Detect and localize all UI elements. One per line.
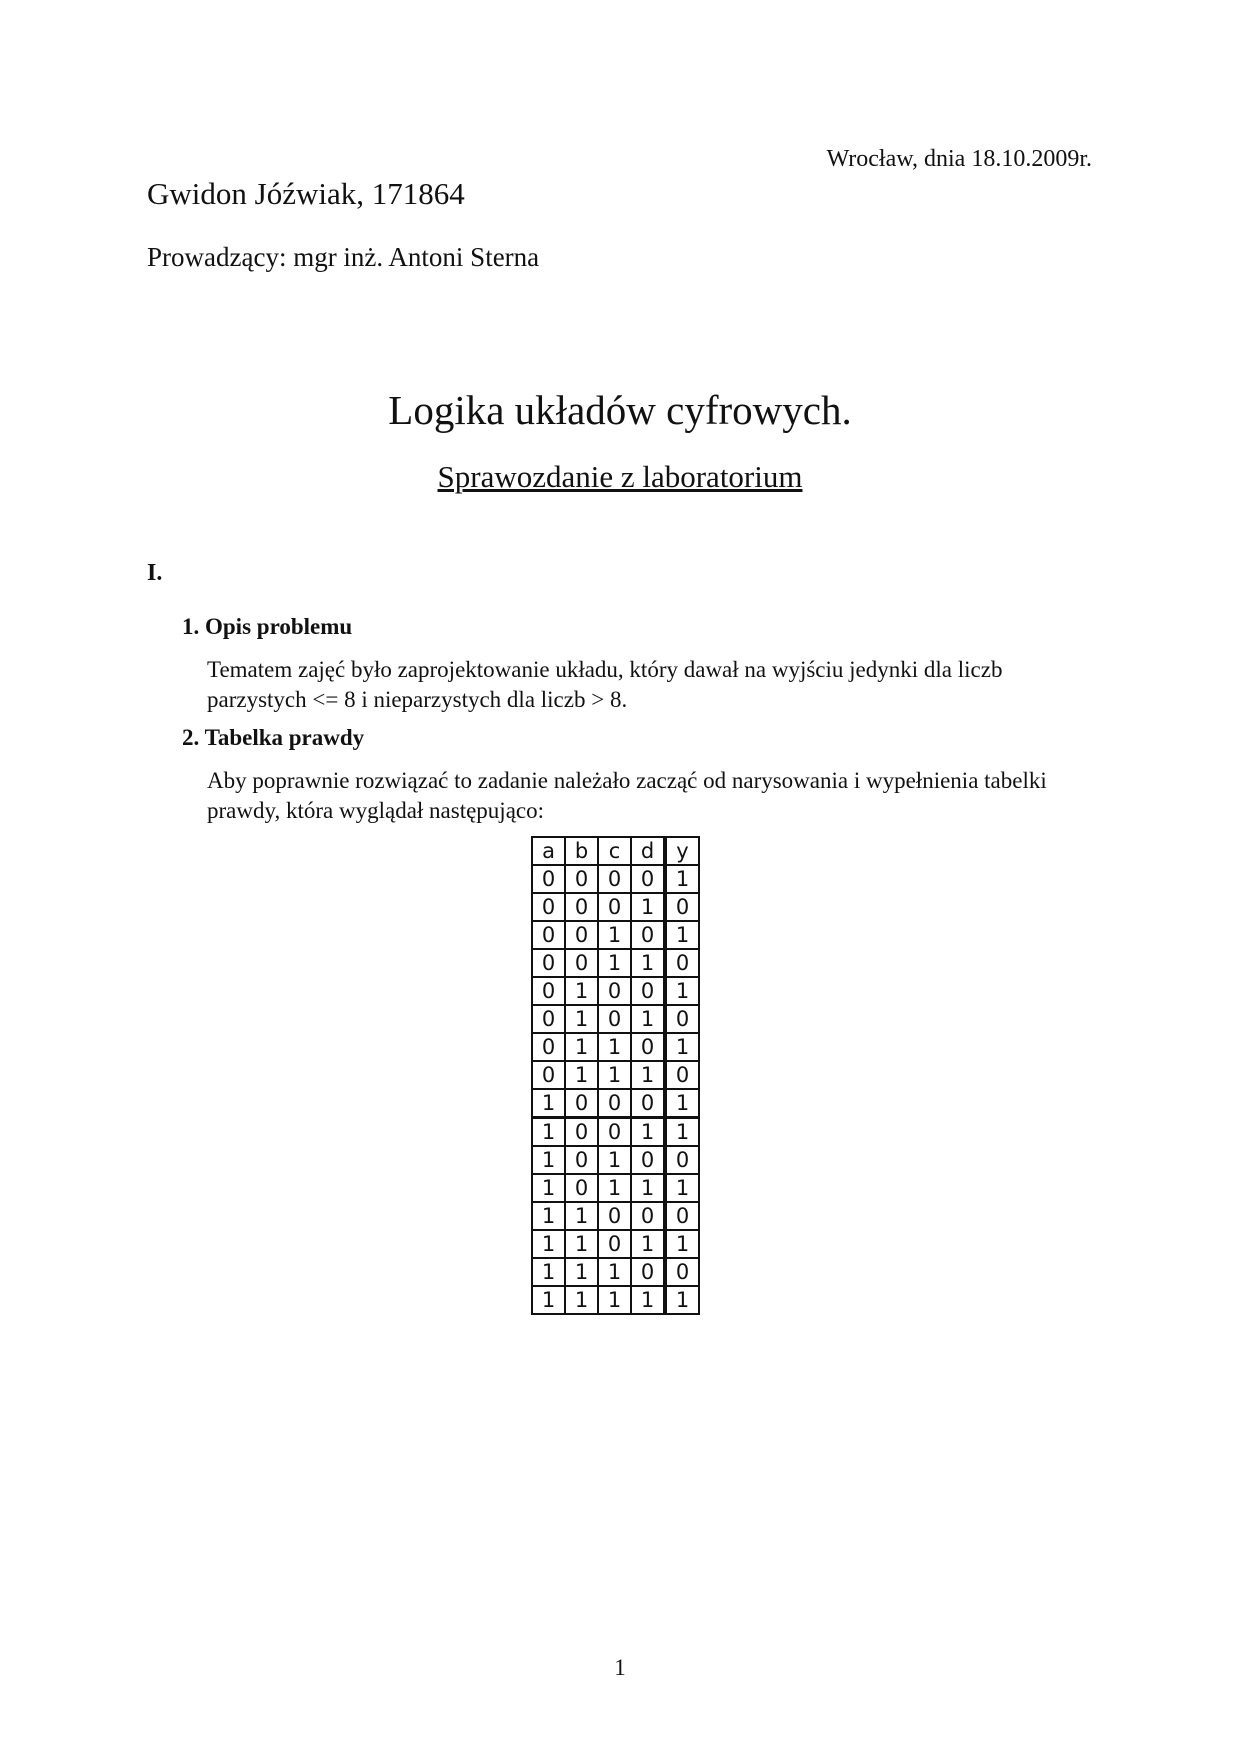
table-row: [532, 1174, 699, 1202]
document-date: Wrocław, dnia 18.10.2009r.: [826, 146, 1092, 172]
cell-y: 0: [665, 1005, 699, 1033]
cell-a: 0: [532, 1033, 565, 1061]
table-row: [532, 977, 699, 1005]
table-row: [532, 1061, 699, 1089]
cell-y: 0: [665, 1146, 699, 1174]
cell-b: 0: [565, 1089, 598, 1118]
cell-a: 1: [532, 1174, 565, 1202]
cell-a: 0: [532, 921, 565, 949]
cell-c: 1: [598, 1258, 631, 1286]
cell-y: 1: [665, 865, 699, 893]
section-text-truth-table: Aby poprawnie rozwiązać to zadanie należało zacząć od narysowania i wypełnienia tabelki prawdy, która wyglądał następująco:: [207, 768, 1047, 823]
column-header-a: a: [532, 837, 565, 865]
truth-table-header: [532, 837, 699, 865]
cell-y: 0: [665, 1258, 699, 1286]
cell-b: 1: [565, 1202, 598, 1230]
cell-a: 0: [532, 949, 565, 977]
cell-d: 0: [631, 1146, 665, 1174]
cell-a: 1: [532, 1089, 565, 1118]
cell-d: 1: [631, 1286, 665, 1314]
cell-b: 0: [565, 1118, 598, 1147]
cell-d: 0: [631, 977, 665, 1005]
cell-b: 0: [565, 893, 598, 921]
cell-y: 1: [665, 1118, 699, 1147]
table-row: [532, 1286, 699, 1314]
cell-b: 1: [565, 1230, 598, 1258]
cell-c: 0: [598, 1230, 631, 1258]
cell-b: 1: [565, 1258, 598, 1286]
cell-y: 0: [665, 893, 699, 921]
cell-b: 1: [565, 1005, 598, 1033]
cell-b: 1: [565, 1033, 598, 1061]
document-subtitle: Sprawozdanie z laboratorium: [437, 459, 803, 494]
table-row: [532, 1258, 699, 1286]
cell-c: 1: [598, 949, 631, 977]
cell-a: 1: [532, 1230, 565, 1258]
cell-d: 1: [631, 949, 665, 977]
author-name: Gwidon Jóźwiak, 171864: [147, 176, 465, 211]
table-row: [532, 1230, 699, 1258]
table-row: [532, 949, 699, 977]
cell-a: 1: [532, 1202, 565, 1230]
document-title: Logika układów cyfrowych.: [388, 387, 852, 433]
column-header-d: d: [631, 837, 665, 865]
section-text-problem: Tematem zajęć było zaprojektowanie układu, który dawał na wyjściu jedynki dla liczb parzystych <= 8 i nieparzystych dla liczb > 8.: [207, 657, 1003, 712]
section-roman-numeral: I.: [147, 560, 163, 586]
cell-d: 1: [631, 1230, 665, 1258]
column-header-b: b: [565, 837, 598, 865]
table-row: [532, 865, 699, 893]
cell-c: 0: [598, 977, 631, 1005]
cell-y: 1: [665, 1230, 699, 1258]
section-heading-problem: 1. Opis problemu: [182, 614, 353, 639]
table-row: [532, 1202, 699, 1230]
cell-d: 1: [631, 893, 665, 921]
page-number: 1: [614, 1655, 626, 1680]
cell-y: 0: [665, 949, 699, 977]
cell-y: 1: [665, 1089, 699, 1118]
cell-a: 1: [532, 1258, 565, 1286]
supervisor-line: Prowadzący: mgr inż. Antoni Sterna: [147, 242, 540, 272]
cell-a: 0: [532, 1061, 565, 1089]
cell-b: 0: [565, 865, 598, 893]
cell-d: 1: [631, 1061, 665, 1089]
cell-c: 0: [598, 1005, 631, 1033]
table-row: [532, 1146, 699, 1174]
table-row: [532, 921, 699, 949]
cell-y: 0: [665, 1202, 699, 1230]
cell-a: 0: [532, 1005, 565, 1033]
cell-b: 1: [565, 1286, 598, 1314]
cell-b: 1: [565, 1061, 598, 1089]
cell-c: 1: [598, 1174, 631, 1202]
cell-y: 1: [665, 1033, 699, 1061]
cell-d: 0: [631, 1033, 665, 1061]
cell-a: 1: [532, 1118, 565, 1147]
column-header-c: c: [598, 837, 631, 865]
cell-b: 1: [565, 977, 598, 1005]
cell-a: 1: [532, 1146, 565, 1174]
cell-d: 1: [631, 1174, 665, 1202]
cell-y: 0: [665, 1061, 699, 1089]
truth-table: [531, 836, 700, 1315]
cell-d: 0: [631, 865, 665, 893]
cell-y: 1: [665, 921, 699, 949]
cell-c: 1: [598, 1146, 631, 1174]
cell-b: 0: [565, 1174, 598, 1202]
table-row: [532, 1089, 699, 1118]
cell-b: 0: [565, 1146, 598, 1174]
cell-a: 0: [532, 865, 565, 893]
cell-d: 0: [631, 1202, 665, 1230]
cell-a: 0: [532, 893, 565, 921]
cell-d: 1: [631, 1005, 665, 1033]
cell-c: 1: [598, 921, 631, 949]
table-row: [532, 1118, 699, 1147]
cell-a: 0: [532, 977, 565, 1005]
cell-d: 0: [631, 1258, 665, 1286]
truth-table-body: [532, 865, 699, 1314]
table-row: [532, 1033, 699, 1061]
cell-c: 0: [598, 1089, 631, 1118]
cell-c: 0: [598, 1118, 631, 1147]
cell-b: 0: [565, 921, 598, 949]
cell-y: 1: [665, 1174, 699, 1202]
cell-d: 0: [631, 921, 665, 949]
cell-c: 0: [598, 865, 631, 893]
cell-d: 1: [631, 1118, 665, 1147]
cell-y: 1: [665, 1286, 699, 1314]
cell-c: 1: [598, 1286, 631, 1314]
table-row: [532, 893, 699, 921]
cell-a: 1: [532, 1286, 565, 1314]
cell-c: 0: [598, 1202, 631, 1230]
column-header-y: y: [665, 837, 699, 865]
cell-y: 1: [665, 977, 699, 1005]
cell-d: 0: [631, 1089, 665, 1118]
cell-b: 0: [565, 949, 598, 977]
cell-c: 1: [598, 1061, 631, 1089]
table-row: [532, 1005, 699, 1033]
section-heading-truth-table: 2. Tabelka prawdy: [182, 725, 365, 750]
cell-c: 1: [598, 1033, 631, 1061]
cell-c: 0: [598, 893, 631, 921]
